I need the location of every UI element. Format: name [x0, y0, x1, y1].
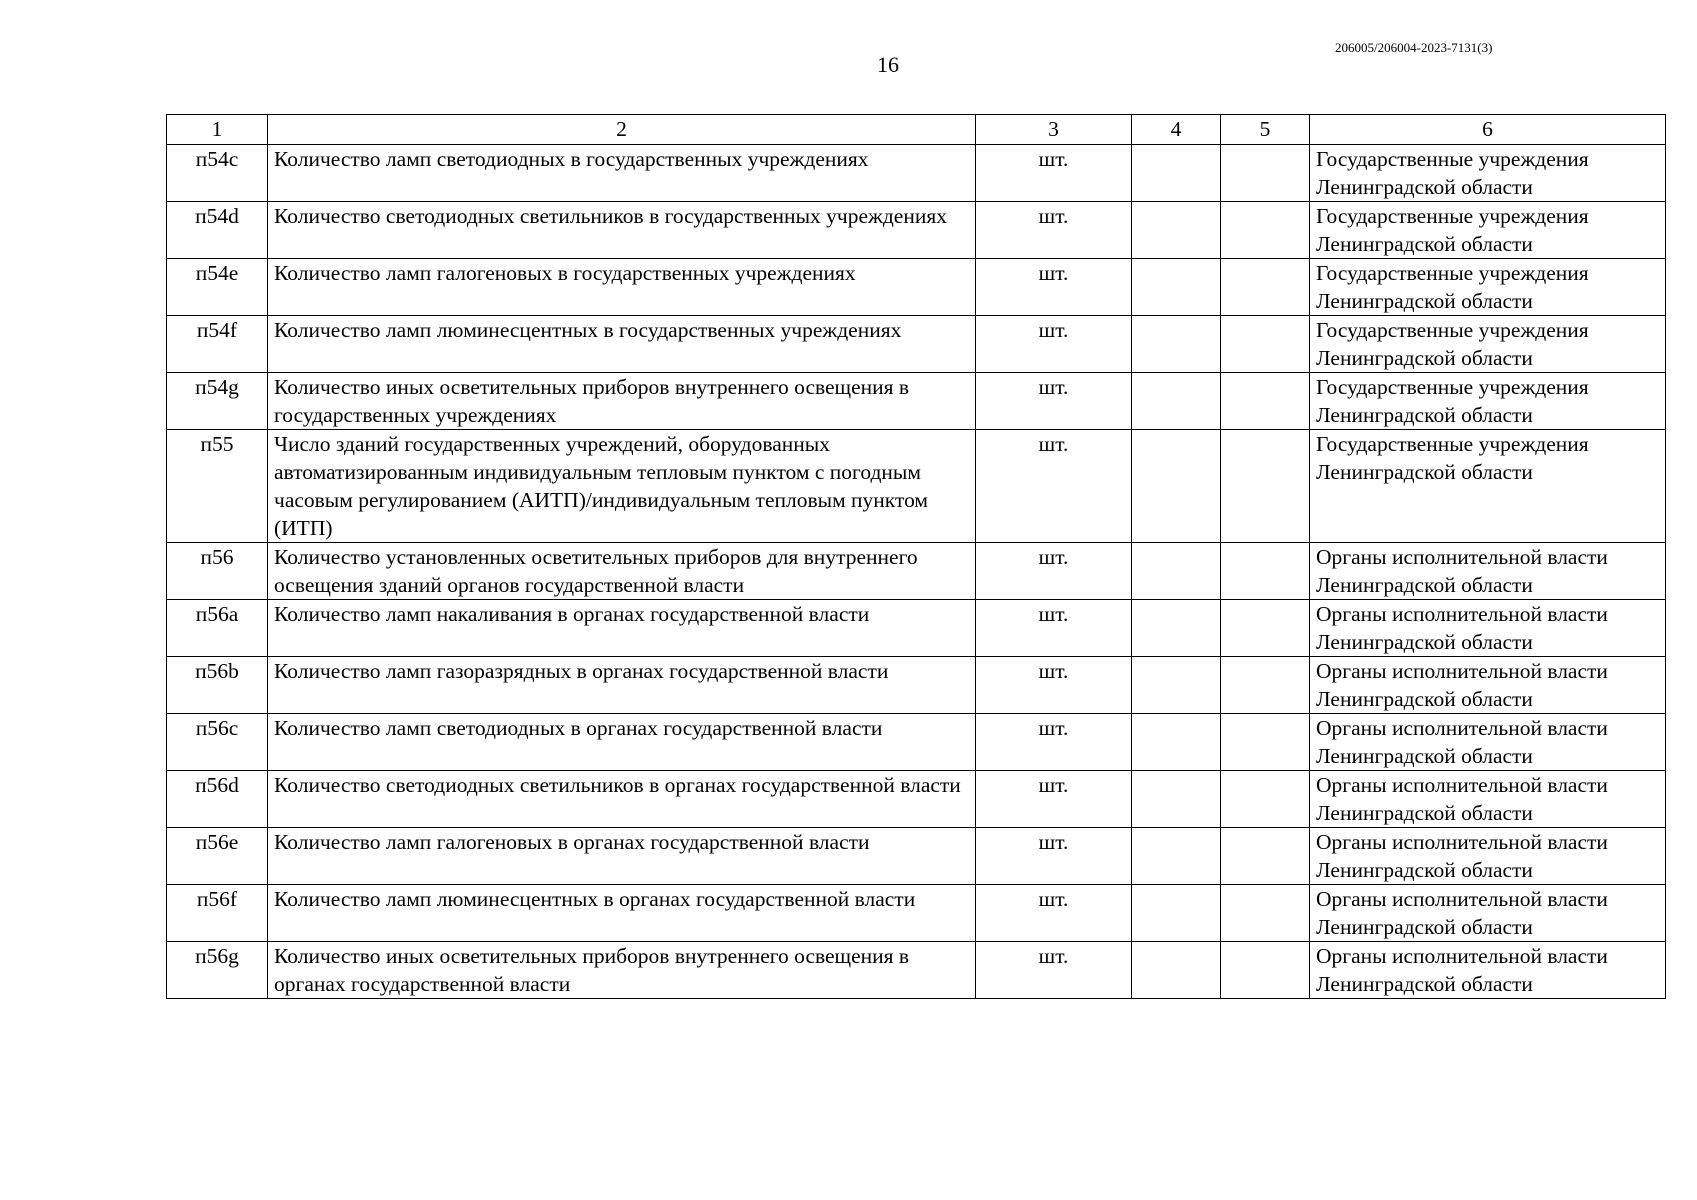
column-5-cell [1221, 885, 1310, 942]
indicator-name-cell: Количество установленных осветительных приборов для внутреннего освещения зданий органов государственной власти [268, 543, 976, 600]
table-row [167, 657, 1666, 714]
column-5-cell [1221, 714, 1310, 771]
data-source-cell: Органы исполнительной власти Ленинградской области [1310, 942, 1666, 999]
column-4-cell [1132, 885, 1221, 942]
unit-cell: шт. [976, 828, 1132, 885]
data-source-cell: Органы исполнительной власти Ленинградской области [1310, 771, 1666, 828]
unit-cell: шт. [976, 430, 1132, 543]
data-source-cell: Органы исполнительной власти Ленинградской области [1310, 543, 1666, 600]
indicator-code-cell: п54e [167, 259, 268, 316]
indicator-code-cell: п56e [167, 828, 268, 885]
indicator-code-cell: п55 [167, 430, 268, 543]
column-5-cell [1221, 202, 1310, 259]
indicator-code-cell: п54f [167, 316, 268, 373]
column-4-cell [1132, 259, 1221, 316]
column-header-4: 4 [1132, 115, 1221, 145]
data-source-cell: Органы исполнительной власти Ленинградской области [1310, 600, 1666, 657]
column-4-cell [1132, 373, 1221, 430]
column-5-cell [1221, 657, 1310, 714]
indicator-name-cell: Количество светодиодных светильников в органах государственной власти [268, 771, 976, 828]
page-number: 16 [877, 52, 899, 77]
column-4-cell [1132, 600, 1221, 657]
indicator-code-cell: п56 [167, 543, 268, 600]
column-4-cell [1132, 771, 1221, 828]
column-4-cell [1132, 828, 1221, 885]
indicator-name-cell: Количество иных осветительных приборов внутреннего освещения в органах государственной власти [268, 942, 976, 999]
data-source-cell: Государственные учреждения Ленинградской области [1310, 145, 1666, 202]
indicator-name-cell: Количество ламп люминесцентных в органах государственной власти [268, 885, 976, 942]
unit-cell: шт. [976, 145, 1132, 202]
data-source-cell: Органы исполнительной власти Ленинградской области [1310, 657, 1666, 714]
table-row [167, 600, 1666, 657]
document-registration-number: 206005/206004-2023-7131(3) [1335, 40, 1493, 55]
indicator-code-cell: п54g [167, 373, 268, 430]
indicator-code-cell: п54c [167, 145, 268, 202]
column-4-cell [1132, 543, 1221, 600]
indicator-code-cell: п56c [167, 714, 268, 771]
unit-cell: шт. [976, 942, 1132, 999]
indicator-name-cell: Количество светодиодных светильников в государственных учреждениях [268, 202, 976, 259]
column-4-cell [1132, 942, 1221, 999]
data-source-cell: Органы исполнительной власти Ленинградской области [1310, 714, 1666, 771]
indicator-name-cell: Количество ламп светодиодных в государственных учреждениях [268, 145, 976, 202]
indicator-name-cell: Количество ламп накаливания в органах государственной власти [268, 600, 976, 657]
table-body [167, 115, 1666, 999]
data-source-cell: Органы исполнительной власти Ленинградской области [1310, 828, 1666, 885]
table-row [167, 430, 1666, 543]
table-row [167, 885, 1666, 942]
data-source-cell: Государственные учреждения Ленинградской области [1310, 202, 1666, 259]
indicator-name-cell: Число зданий государственных учреждений, оборудованных автоматизированным индивидуальным тепловым пунктом с погодным часовым регулированием (АИТП)/индивидуальным тепловым пунктом (ИТП) [268, 430, 976, 543]
data-source-cell: Органы исполнительной власти Ленинградской области [1310, 885, 1666, 942]
unit-cell: шт. [976, 373, 1132, 430]
indicator-name-cell: Количество ламп галогеновых в органах государственной власти [268, 828, 976, 885]
column-4-cell [1132, 316, 1221, 373]
column-4-cell [1132, 145, 1221, 202]
unit-cell: шт. [976, 543, 1132, 600]
data-source-cell: Государственные учреждения Ленинградской области [1310, 316, 1666, 373]
column-header-3: 3 [976, 115, 1132, 145]
column-5-cell [1221, 373, 1310, 430]
table-row [167, 714, 1666, 771]
indicator-code-cell: п56d [167, 771, 268, 828]
unit-cell: шт. [976, 885, 1132, 942]
indicator-code-cell: п54d [167, 202, 268, 259]
indicator-name-cell: Количество ламп люминесцентных в государственных учреждениях [268, 316, 976, 373]
column-4-cell [1132, 657, 1221, 714]
indicator-name-cell: Количество ламп светодиодных в органах государственной власти [268, 714, 976, 771]
unit-cell: шт. [976, 714, 1132, 771]
unit-cell: шт. [976, 202, 1132, 259]
indicators-table [166, 114, 1666, 999]
column-5-cell [1221, 316, 1310, 373]
indicator-name-cell: Количество ламп галогеновых в государственных учреждениях [268, 259, 976, 316]
table-row [167, 145, 1666, 202]
table-header-row [167, 115, 1666, 145]
table-row [167, 543, 1666, 600]
unit-cell: шт. [976, 600, 1132, 657]
unit-cell: шт. [976, 316, 1132, 373]
table-row [167, 259, 1666, 316]
indicator-code-cell: п56b [167, 657, 268, 714]
column-5-cell [1221, 771, 1310, 828]
data-source-cell: Государственные учреждения Ленинградской области [1310, 430, 1666, 543]
indicator-code-cell: п56g [167, 942, 268, 999]
indicator-code-cell: п56a [167, 600, 268, 657]
column-4-cell [1132, 714, 1221, 771]
column-5-cell [1221, 942, 1310, 999]
column-5-cell [1221, 828, 1310, 885]
column-5-cell [1221, 543, 1310, 600]
unit-cell: шт. [976, 657, 1132, 714]
column-4-cell [1132, 202, 1221, 259]
data-source-cell: Государственные учреждения Ленинградской области [1310, 373, 1666, 430]
column-5-cell [1221, 259, 1310, 316]
table-row [167, 828, 1666, 885]
column-header-2: 2 [268, 115, 976, 145]
unit-cell: шт. [976, 771, 1132, 828]
indicator-code-cell: п56f [167, 885, 268, 942]
column-header-6: 6 [1310, 115, 1666, 145]
table-row [167, 942, 1666, 999]
column-5-cell [1221, 145, 1310, 202]
table-row [167, 771, 1666, 828]
data-source-cell: Государственные учреждения Ленинградской области [1310, 259, 1666, 316]
table-row [167, 373, 1666, 430]
column-header-1: 1 [167, 115, 268, 145]
indicator-name-cell: Количество ламп газоразрядных в органах государственной власти [268, 657, 976, 714]
table-row [167, 316, 1666, 373]
indicator-name-cell: Количество иных осветительных приборов внутреннего освещения в государственных учреждениях [268, 373, 976, 430]
column-5-cell [1221, 430, 1310, 543]
table-row [167, 202, 1666, 259]
unit-cell: шт. [976, 259, 1132, 316]
column-5-cell [1221, 600, 1310, 657]
column-4-cell [1132, 430, 1221, 543]
column-header-5: 5 [1221, 115, 1310, 145]
